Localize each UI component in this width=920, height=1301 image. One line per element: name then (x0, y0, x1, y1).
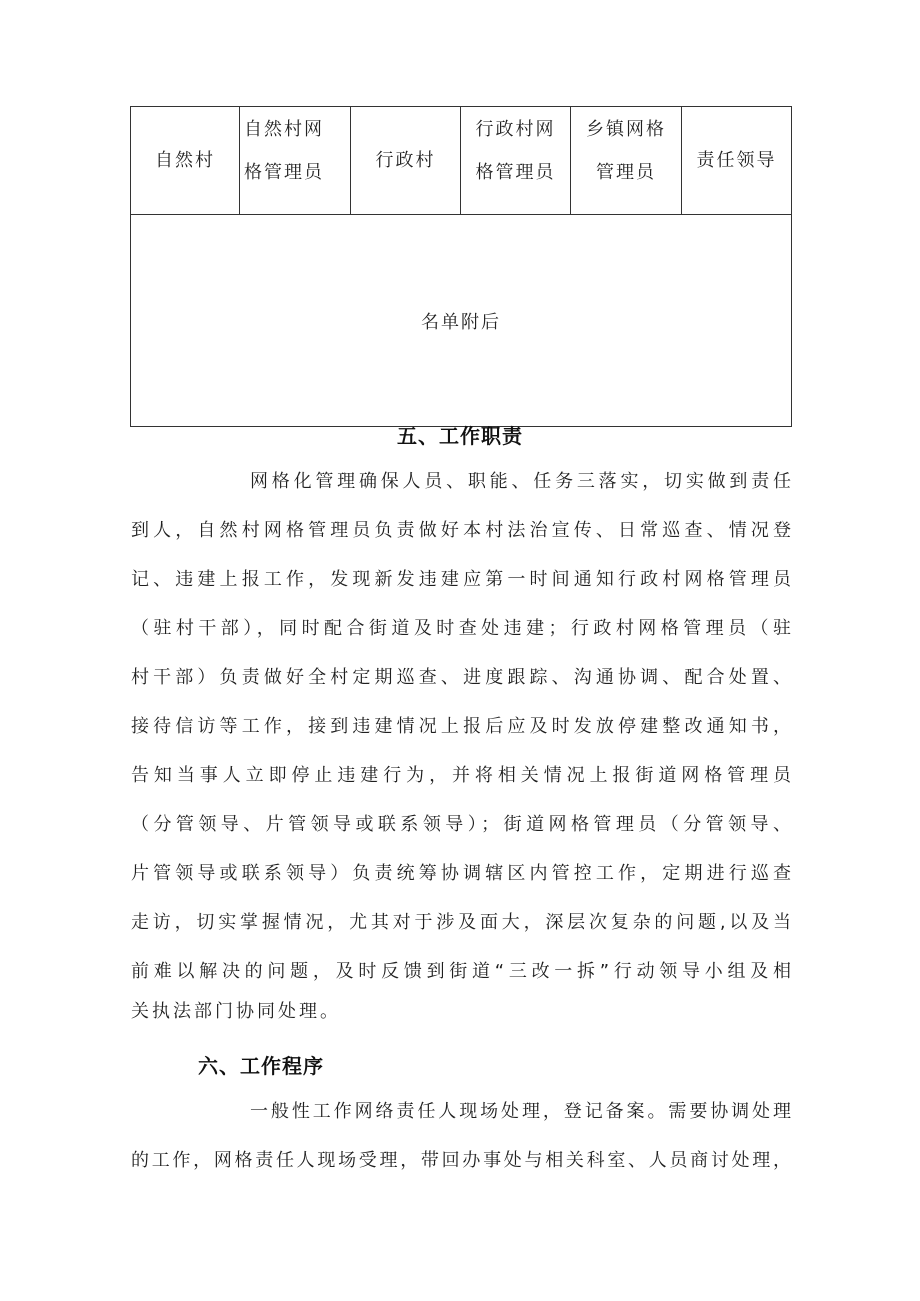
section5-line: 记、违建上报工作，发现新发违建应第一时间通知行政村网格管理员 (131, 569, 791, 590)
header-natural-village-grid-manager: 自然村网 格管理员 (240, 107, 351, 215)
header-natural-village: 自然村 (131, 107, 240, 215)
section5-line: 告知当事人立即停止违建行为，并将相关情况上报街道网格管理员 (131, 765, 791, 786)
table-body-row (131, 215, 792, 427)
section5-heading: 五、工作职责 (397, 424, 523, 448)
section5-line: 到人，自然村网格管理员负责做好本村法治宣传、日常巡查、情况登 (131, 520, 791, 541)
section5-line: 走访，切实掌握情况，尤其对于涉及面大，深层次复杂的问题,以及当 (131, 912, 791, 933)
section5-line: （驻村干部），同时配合街道及时查处违建；行政村网格管理员（驻 (131, 618, 791, 639)
section6-heading: 六、工作程序 (198, 1054, 324, 1078)
section5-line: （分管领导、片管领导或联系领导）；街道网格管理员（分管领导、 (131, 814, 791, 835)
header-township-grid-manager: 乡镇网格 管理员 (571, 107, 682, 215)
header-administrative-village-grid-manager: 行政村网 格管理员 (461, 107, 571, 215)
list-attached-note: 名单附后 (131, 215, 792, 427)
section5-line: 关执法部门协同处理。 (131, 1001, 341, 1022)
header-responsible-leader: 责任领导 (682, 107, 792, 215)
section5-line: 村干部）负责做好全村定期巡查、进度跟踪、沟通协调、配合处置、 (131, 667, 791, 688)
section5-line: 接待信访等工作，接到违建情况上报后应及时发放停建整改通知书， (131, 716, 791, 737)
section5-line: 网格化管理确保人员、职能、任务三落实，切实做到责任 (250, 471, 791, 492)
grid-manager-table (130, 106, 792, 427)
section6-line: 一般性工作网络责任人现场处理，登记备案。需要协调处理 (250, 1101, 791, 1122)
section5-line: 前难以解决的问题，及时反馈到街道“三改一拆”行动领导小组及相 (131, 961, 791, 982)
table-header-row (131, 107, 792, 215)
header-administrative-village: 行政村 (351, 107, 461, 215)
section5-line: 片管领导或联系领导）负责统筹协调辖区内管控工作，定期进行巡查 (131, 863, 791, 884)
section6-line: 的工作，网格责任人现场受理，带回办事处与相关科室、人员商讨处理， (131, 1150, 791, 1171)
